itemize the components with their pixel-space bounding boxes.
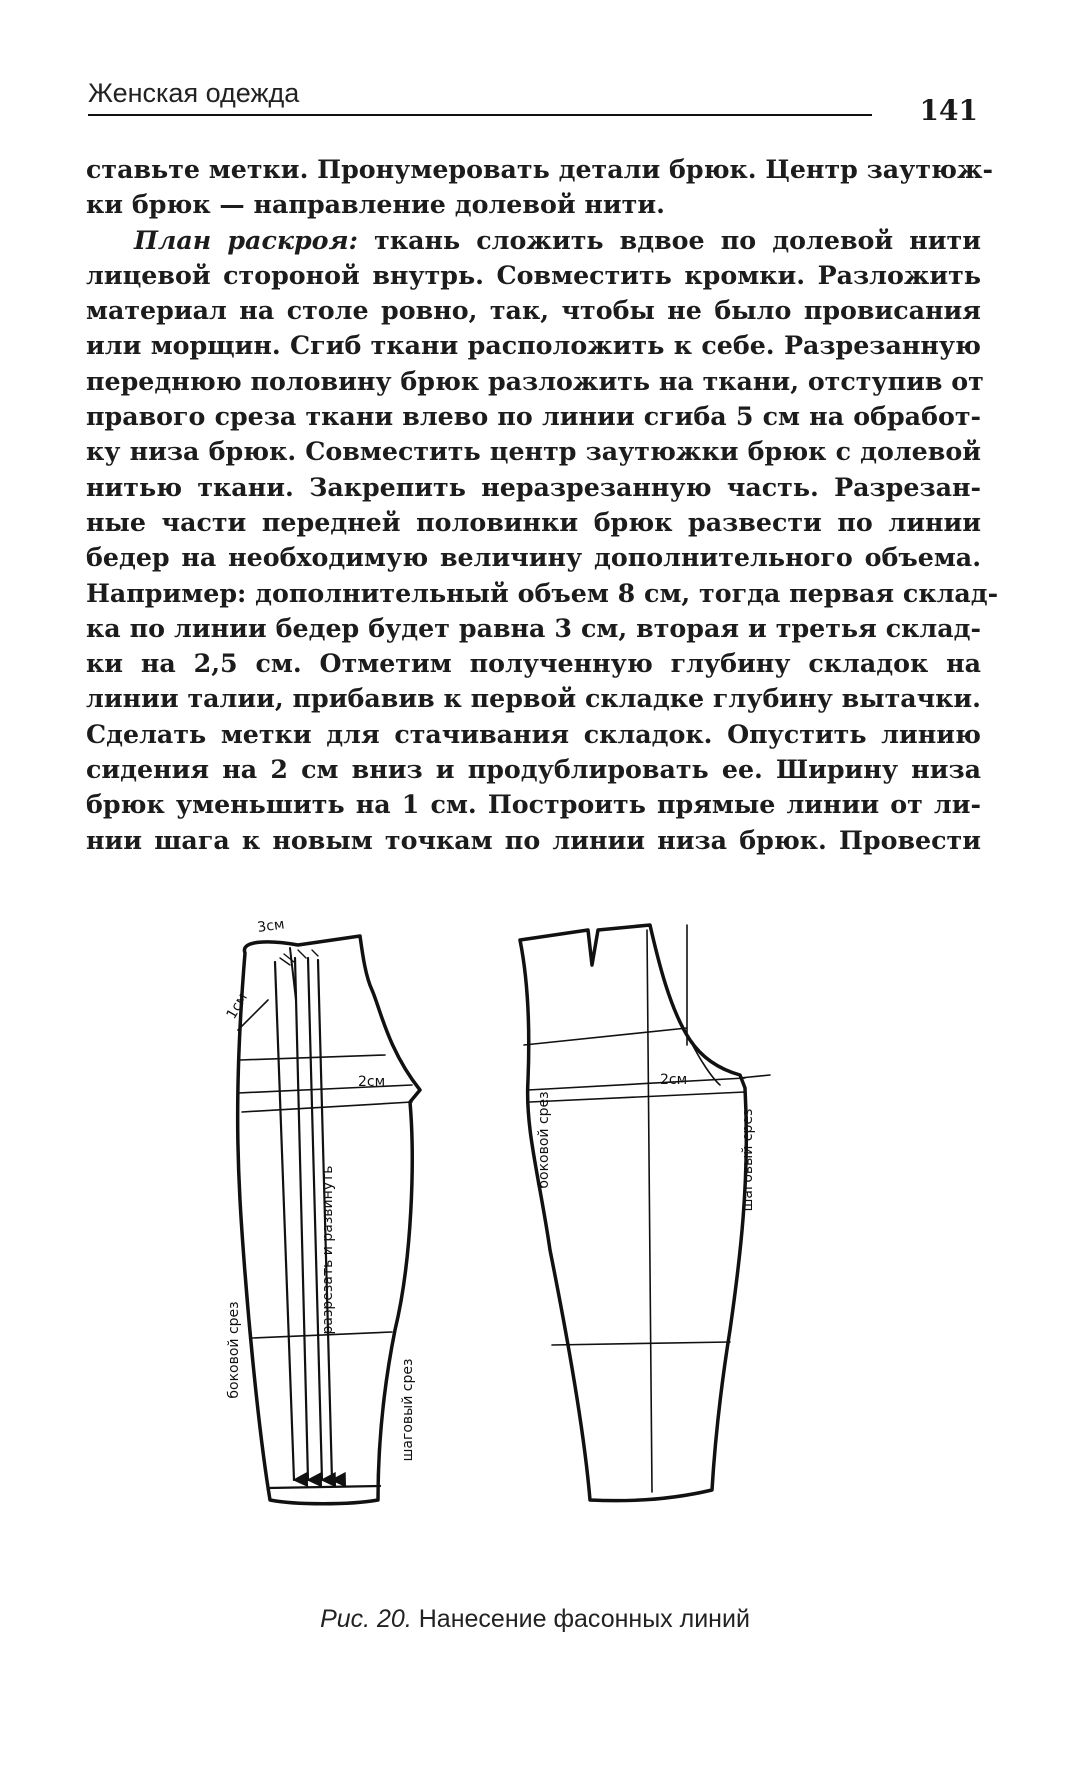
hatch-mark (280, 950, 318, 965)
text-line: Сделать метки для стачивания складок. Опустить линию (86, 718, 981, 749)
text-line: ные части передней половинки брюк развести по линии (86, 506, 981, 537)
label-3cm: 3см (256, 916, 286, 936)
label-2cm-left: 2см (358, 1074, 386, 1090)
cut-arrow-1 (275, 962, 294, 1480)
back-trouser-pattern (520, 925, 770, 1501)
text-line: ставьте метки. Пронумеровать детали брюк. Центр заутюж- (86, 154, 994, 184)
caption-text: Нанесение фасонных линий (418, 1605, 750, 1633)
text-line: брюк уменьшить на 1 см. Построить прямые линии от ли- (86, 789, 981, 820)
back-knee-line (552, 1342, 730, 1345)
seat-line-upper (238, 1085, 412, 1093)
text-line: ки брюк — направление долевой нити. (86, 189, 665, 220)
text-line: ку низа брюк. Совместить центр заутюжки брюк с долевой (86, 436, 981, 467)
label-side-seam-right: боковой срез (536, 1091, 552, 1189)
page-number: 141 (919, 94, 978, 127)
label-side-seam-left: боковой срез (226, 1301, 242, 1399)
text-line: ка по линии бедер будет равна 3 см, вторая и третья склад- (86, 612, 981, 643)
page-header (88, 72, 978, 132)
pattern-figure (200, 880, 980, 1600)
text-line: ки на 2,5 см. Отметим полученную глубину складок на (86, 648, 981, 679)
text-line: сидения на 2 см вниз и продублировать ее. Ширину низа (86, 754, 981, 785)
header-rule (88, 114, 872, 116)
paragraph-start (86, 223, 981, 258)
text-line: Например: дополнительный объем 8 см, тогда первая склад- (86, 577, 999, 608)
seat-line-lower (242, 1102, 412, 1112)
label-inseam-left: шаговый срез (400, 1358, 416, 1462)
text-line: материал на столе ровно, так, чтобы не было провисания (86, 295, 981, 326)
text-line: ткань сложить вдвое по долевой нити (374, 224, 981, 255)
back-grain-line (647, 930, 652, 1492)
back-seat-line (528, 1078, 745, 1090)
label-inseam-right: шаговый срез (740, 1108, 756, 1212)
text-line: или морщин. Сгиб ткани расположить к себе. Разрезанную (86, 330, 981, 361)
lead-phrase: План раскроя: (134, 224, 359, 255)
text-line: правого среза ткани влево по линии сгиба 5 см на обработ- (86, 401, 981, 432)
text-line: линии талии, прибавив к первой складке глубину вытачки. (86, 683, 981, 714)
back-seat-line-lower (530, 1092, 745, 1102)
caption-label: Рис. 20. (320, 1605, 412, 1633)
cut-arrow-2 (295, 958, 308, 1480)
back-hip-line (524, 1028, 687, 1045)
hip-line (240, 1055, 385, 1060)
label-cut-and-spread: разрезать и развинуть (320, 1165, 336, 1335)
bottom-line (268, 1486, 380, 1488)
label-1cm: 1см (223, 990, 252, 1022)
back-extension-line (740, 1075, 770, 1078)
text-line: нитью ткани. Закрепить неразрезанную часть. Разрезан- (86, 471, 981, 502)
figure-caption (0, 1605, 1070, 1634)
section-title: Женская одежда (88, 78, 300, 108)
text-line: нии шага к новым точкам по линии низа брюк. Провести (86, 824, 981, 855)
text-line: лицевой стороной внутрь. Совместить кромки. Разложить (86, 259, 981, 290)
text-line: переднюю половину брюк разложить на ткани, отступив от (86, 365, 984, 396)
body-text (86, 152, 999, 858)
label-2cm-right: 2см (660, 1072, 688, 1088)
back-outline (520, 925, 746, 1501)
text-line: бедер на необходимую величину дополнительного объема. (86, 542, 981, 573)
